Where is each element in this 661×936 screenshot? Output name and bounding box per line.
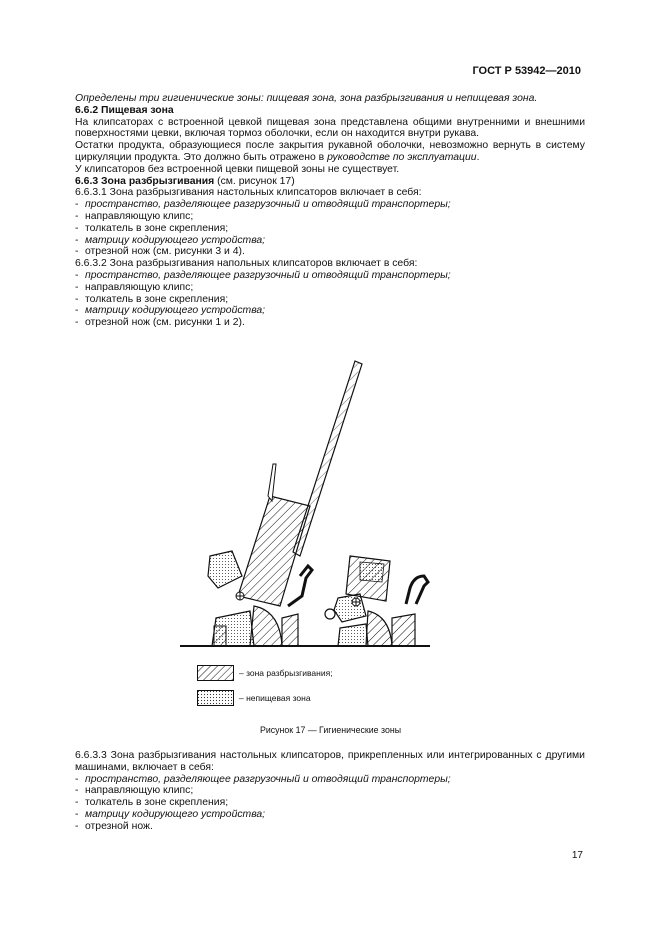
list-item: - пространство, разделяющее разгрузочный и отводящий транспортеры; [75,773,451,785]
page-number: 17 [571,850,583,861]
list-item: - матрицу кодирующего устройства; [75,305,266,317]
list-item: - толкатель в зоне скрепления; [75,222,229,234]
list-item: - направляющую клипс; [75,785,194,797]
main-text-continued [75,750,585,833]
list-item: - направляющую клипс; [75,210,194,222]
subsection-lead: 6.6.3.3 Зона разбрызгивания настольных клипсаторов, прикрепленных или интегрированных с другими машинами, включает в себя: [75,750,585,773]
subsection-lead: 6.6.3.2 Зона разбрызгивания напольных клипсаторов включает в себя: [75,258,418,270]
list-item: - матрицу кодирующего устройства; [75,808,266,820]
list-item: - отрезной нож (см. рисунки 3 и 4). [75,246,245,258]
list-item: - матрицу кодирующего устройства; [75,234,266,246]
figure-caption: Рисунок 17 — Гигиенические зоны [259,725,402,735]
right-machine [325,556,428,646]
list-item: - направляющую клипс; [75,281,194,293]
list-item: - толкатель в зоне скрепления; [75,797,229,809]
section-title: Пищевая зона [101,104,174,116]
legend-item-nonfood-zone: – непищевая зона [197,690,311,707]
list-item: - отрезной нож. [75,820,153,832]
paragraph: На клипсаторах с встроенной цевкой пищевая зона представлена общими внутренними и внешними поверхностями цевки, включая тормоз оболочки, если он находится внутри рукава. [75,116,585,140]
list-item: - отрезной нож (см. рисунки 1 и 2). [75,317,245,329]
hygiene-zones-figure [170,356,450,716]
main-text [75,93,585,329]
hatch-swatch-icon [197,665,235,682]
list-item: - пространство, разделяющее разгрузочный и отводящий транспортеры; [75,199,451,211]
section-number: 6.6.2 [75,104,99,116]
list-item: - пространство, разделяющее разгрузочный и отводящий транспортеры; [75,269,451,281]
list-item: - толкатель в зоне скрепления; [75,293,229,305]
section-heading: 6.6.3 Зона разбрызгивания (см. рисунок 17) [75,175,295,187]
paragraph: У клипсаторов без встроенной цевки пищевой зоны не существует. [75,163,400,175]
subsection-lead: 6.6.3.1 Зона разбрызгивания настольных клипсаторов включает в себя: [75,187,422,199]
paragraph: Остатки продукта, образующиеся после закрытия рукавной оболочки, невозможно вернуть в систему циркуляции продукта. Это должно быть отражено в руководстве по эксплуатации. [75,140,585,163]
document-header: ГОСТ Р 53942—2010 [472,65,581,77]
legend-item-spray-zone: – зона разбрызгивания; [197,665,333,682]
dots-swatch-icon [197,690,235,707]
intro-paragraph: Определены три гигиенические зоны: пищевая зона, зона разбрызгивания и непищевая зона. [75,93,538,104]
